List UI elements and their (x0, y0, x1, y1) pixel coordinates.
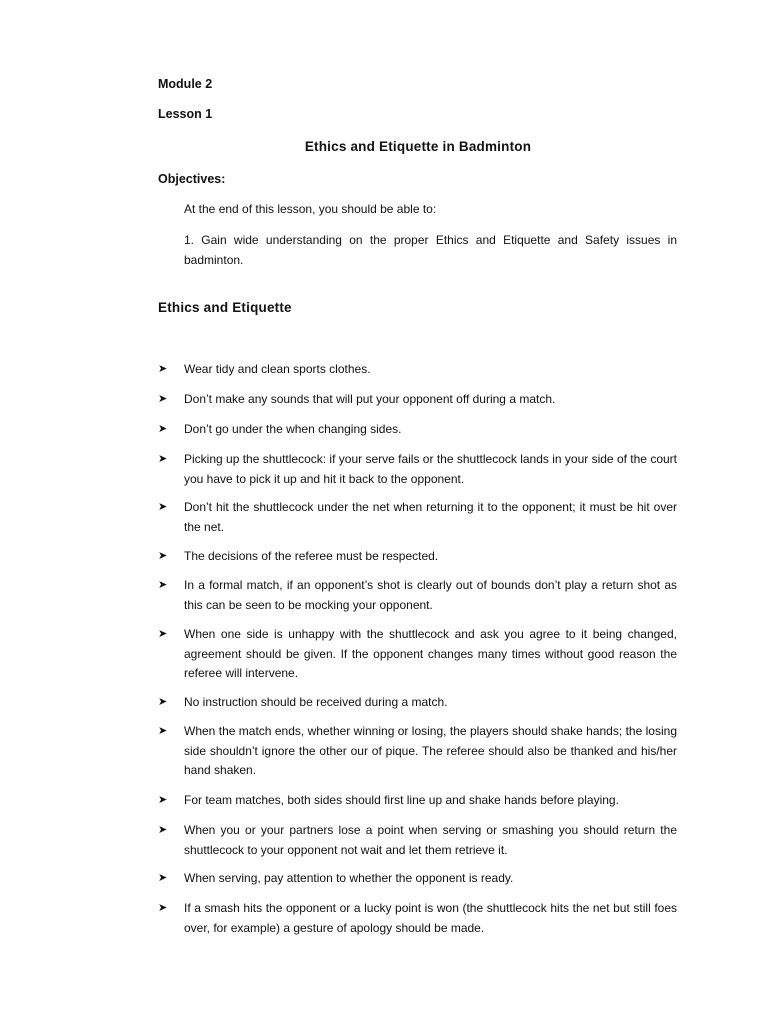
module-label: Module 2 (158, 77, 213, 91)
bullet-text: Don’t hit the shuttlecock under the net when returning it to the opponent; it must be hit over the net. (184, 500, 677, 534)
bullet-text: Don’t make any sounds that will put your opponent off during a match. (184, 392, 556, 406)
arrow-bullet-icon: ➤ (158, 423, 168, 435)
arrow-bullet-icon: ➤ (158, 453, 168, 465)
bullet-text: For team matches, both sides should first line up and shake hands before playing. (184, 793, 619, 807)
document-title: Ethics and Etiquette in Badminton (304, 139, 532, 154)
bullet-text: Wear tidy and clean sports clothes. (184, 362, 371, 376)
bullet-text: If a smash hits the opponent or a lucky point is won (the shuttlecock hits the net but still foes over, for example) a gesture of apology should be made. (184, 901, 677, 935)
objectives-heading: Objectives: (158, 172, 226, 186)
arrow-bullet-icon: ➤ (158, 725, 168, 737)
arrow-bullet-icon: ➤ (158, 794, 168, 806)
arrow-bullet-icon: ➤ (158, 393, 168, 405)
objective-item: 1. Gain wide understanding on the proper Ethics and Etiquette and Safety issues in badminton. (184, 233, 677, 267)
arrow-bullet-icon: ➤ (158, 501, 168, 513)
lesson-label: Lesson 1 (158, 107, 213, 121)
arrow-bullet-icon: ➤ (158, 628, 168, 640)
arrow-bullet-icon: ➤ (158, 696, 168, 708)
arrow-bullet-icon: ➤ (158, 872, 168, 884)
arrow-bullet-icon: ➤ (158, 363, 168, 375)
arrow-bullet-icon: ➤ (158, 550, 168, 562)
arrow-bullet-icon: ➤ (158, 902, 168, 914)
bullet-text: In a formal match, if an opponent’s shot is clearly out of bounds don’t play a return shot as this can be seen to be mocking your opponent. (184, 578, 677, 612)
bullet-text: Don’t go under the when changing sides. (184, 422, 402, 436)
bullet-text: The decisions of the referee must be respected. (184, 549, 439, 563)
bullet-text: When one side is unhappy with the shuttlecock and ask you agree to it being changed, agreement should be given. If the opponent changes many times without good reason the referee will intervene. (184, 627, 677, 680)
section-heading: Ethics and Etiquette (158, 300, 292, 315)
arrow-bullet-icon: ➤ (158, 579, 168, 591)
bullet-text: Picking up the shuttlecock: if your serve fails or the shuttlecock lands in your side of the court you have to pick it up and hit it back to the opponent. (184, 452, 677, 486)
arrow-bullet-icon: ➤ (158, 824, 168, 836)
bullet-text: When serving, pay attention to whether the opponent is ready. (184, 871, 514, 885)
objectives-intro: At the end of this lesson, you should be able to: (184, 202, 437, 216)
bullet-text: When the match ends, whether winning or losing, the players should shake hands; the losing side shouldn’t ignore the other our of pique. The referee should also be thanked and his/her hand shaken. (184, 724, 677, 777)
bullet-text: No instruction should be received during a match. (184, 695, 448, 709)
bullet-text: When you or your partners lose a point when serving or smashing you should return the shuttlecock to your opponent not wait and let them retrieve it. (184, 823, 677, 857)
